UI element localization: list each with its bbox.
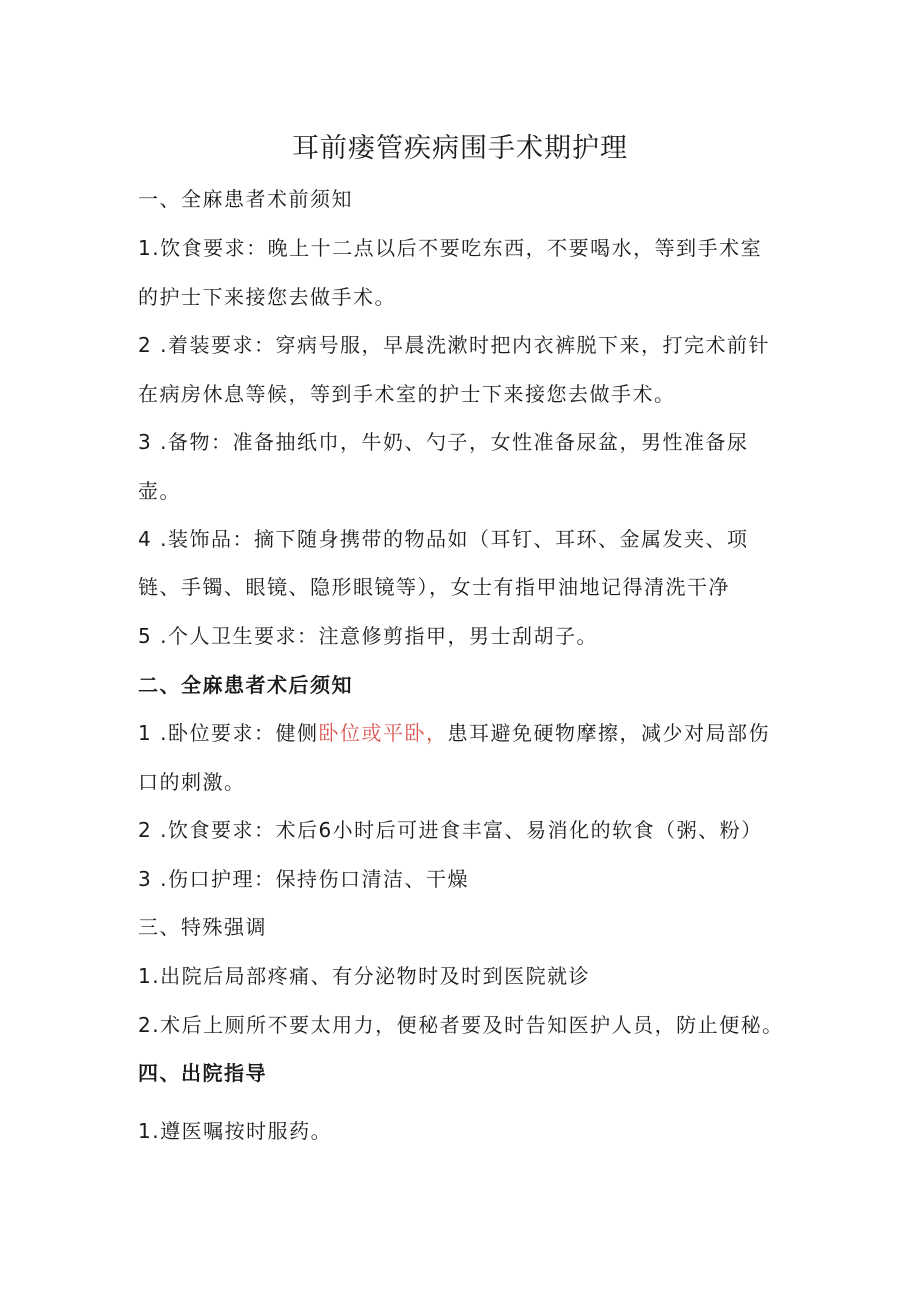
discharge-item-1: 1.遵医嘱按时服药。 [138, 1119, 333, 1143]
section-heading-preop: 一、全麻患者术前须知 [138, 187, 353, 211]
preop-item-3-line-2: 壶。 [138, 479, 181, 503]
preop-item-4-line-2: 链、手镯、眼镜、隐形眼镜等），女士有指甲油地记得清洗干净 [138, 575, 730, 599]
preop-item-1-line-2: 的护士下来接您去做手术。 [138, 285, 396, 309]
postop-item-2: 2 .饮食要求：术后6小时后可进食丰富、易消化的软食（粥、粉） [138, 818, 763, 842]
postop-item-1-suffix: 患耳避免硬物摩擦，减少对局部伤 [447, 721, 770, 745]
section-heading-special: 三、特殊强调 [138, 915, 267, 939]
preop-item-1-line-1: 1.饮食要求：晚上十二点以后不要吃东西，不要喝水，等到手术室 [138, 236, 763, 260]
postop-item-1-line-2: 口的刺激。 [138, 770, 246, 794]
preop-item-2-line-2: 在病房休息等候，等到手术室的护士下来接您去做手术。 [138, 382, 676, 406]
special-item-1: 1.出院后局部疼痛、有分泌物时及时到医院就诊 [138, 964, 591, 988]
page-title: 耳前瘘管疾病围手术期护理 [292, 133, 628, 164]
preop-item-5: 5 .个人卫生要求：注意修剪指甲，男士刮胡子。 [138, 624, 598, 648]
special-item-2: 2.术后上厕所不要太用力，便秘者要及时告知医护人员，防止便秘。 [138, 1013, 784, 1037]
preop-item-4-line-1: 4 .装饰品：摘下随身携带的物品如（耳钉、耳环、金属发夹、项 [138, 527, 749, 551]
section-heading-postop: 二、全麻患者术后须知 [138, 673, 353, 697]
preop-item-2-line-1: 2 .着装要求：穿病号服，早晨洗漱时把内衣裤脱下来，打完术前针 [138, 333, 770, 357]
postop-item-1-line-1 [138, 719, 798, 747]
section-heading-discharge: 四、出院指导 [138, 1061, 267, 1085]
preop-item-3-line-1: 3 .备物：准备抽纸巾，牛奶、勺子，女性准备尿盆，男性准备尿 [138, 430, 749, 454]
postop-item-3: 3 .伤口护理：保持伤口清洁、干燥 [138, 867, 469, 891]
postop-item-1-prefix: 1 .卧位要求：健侧 [138, 721, 319, 745]
postop-item-1-highlight: 卧位或平卧， [318, 721, 448, 745]
